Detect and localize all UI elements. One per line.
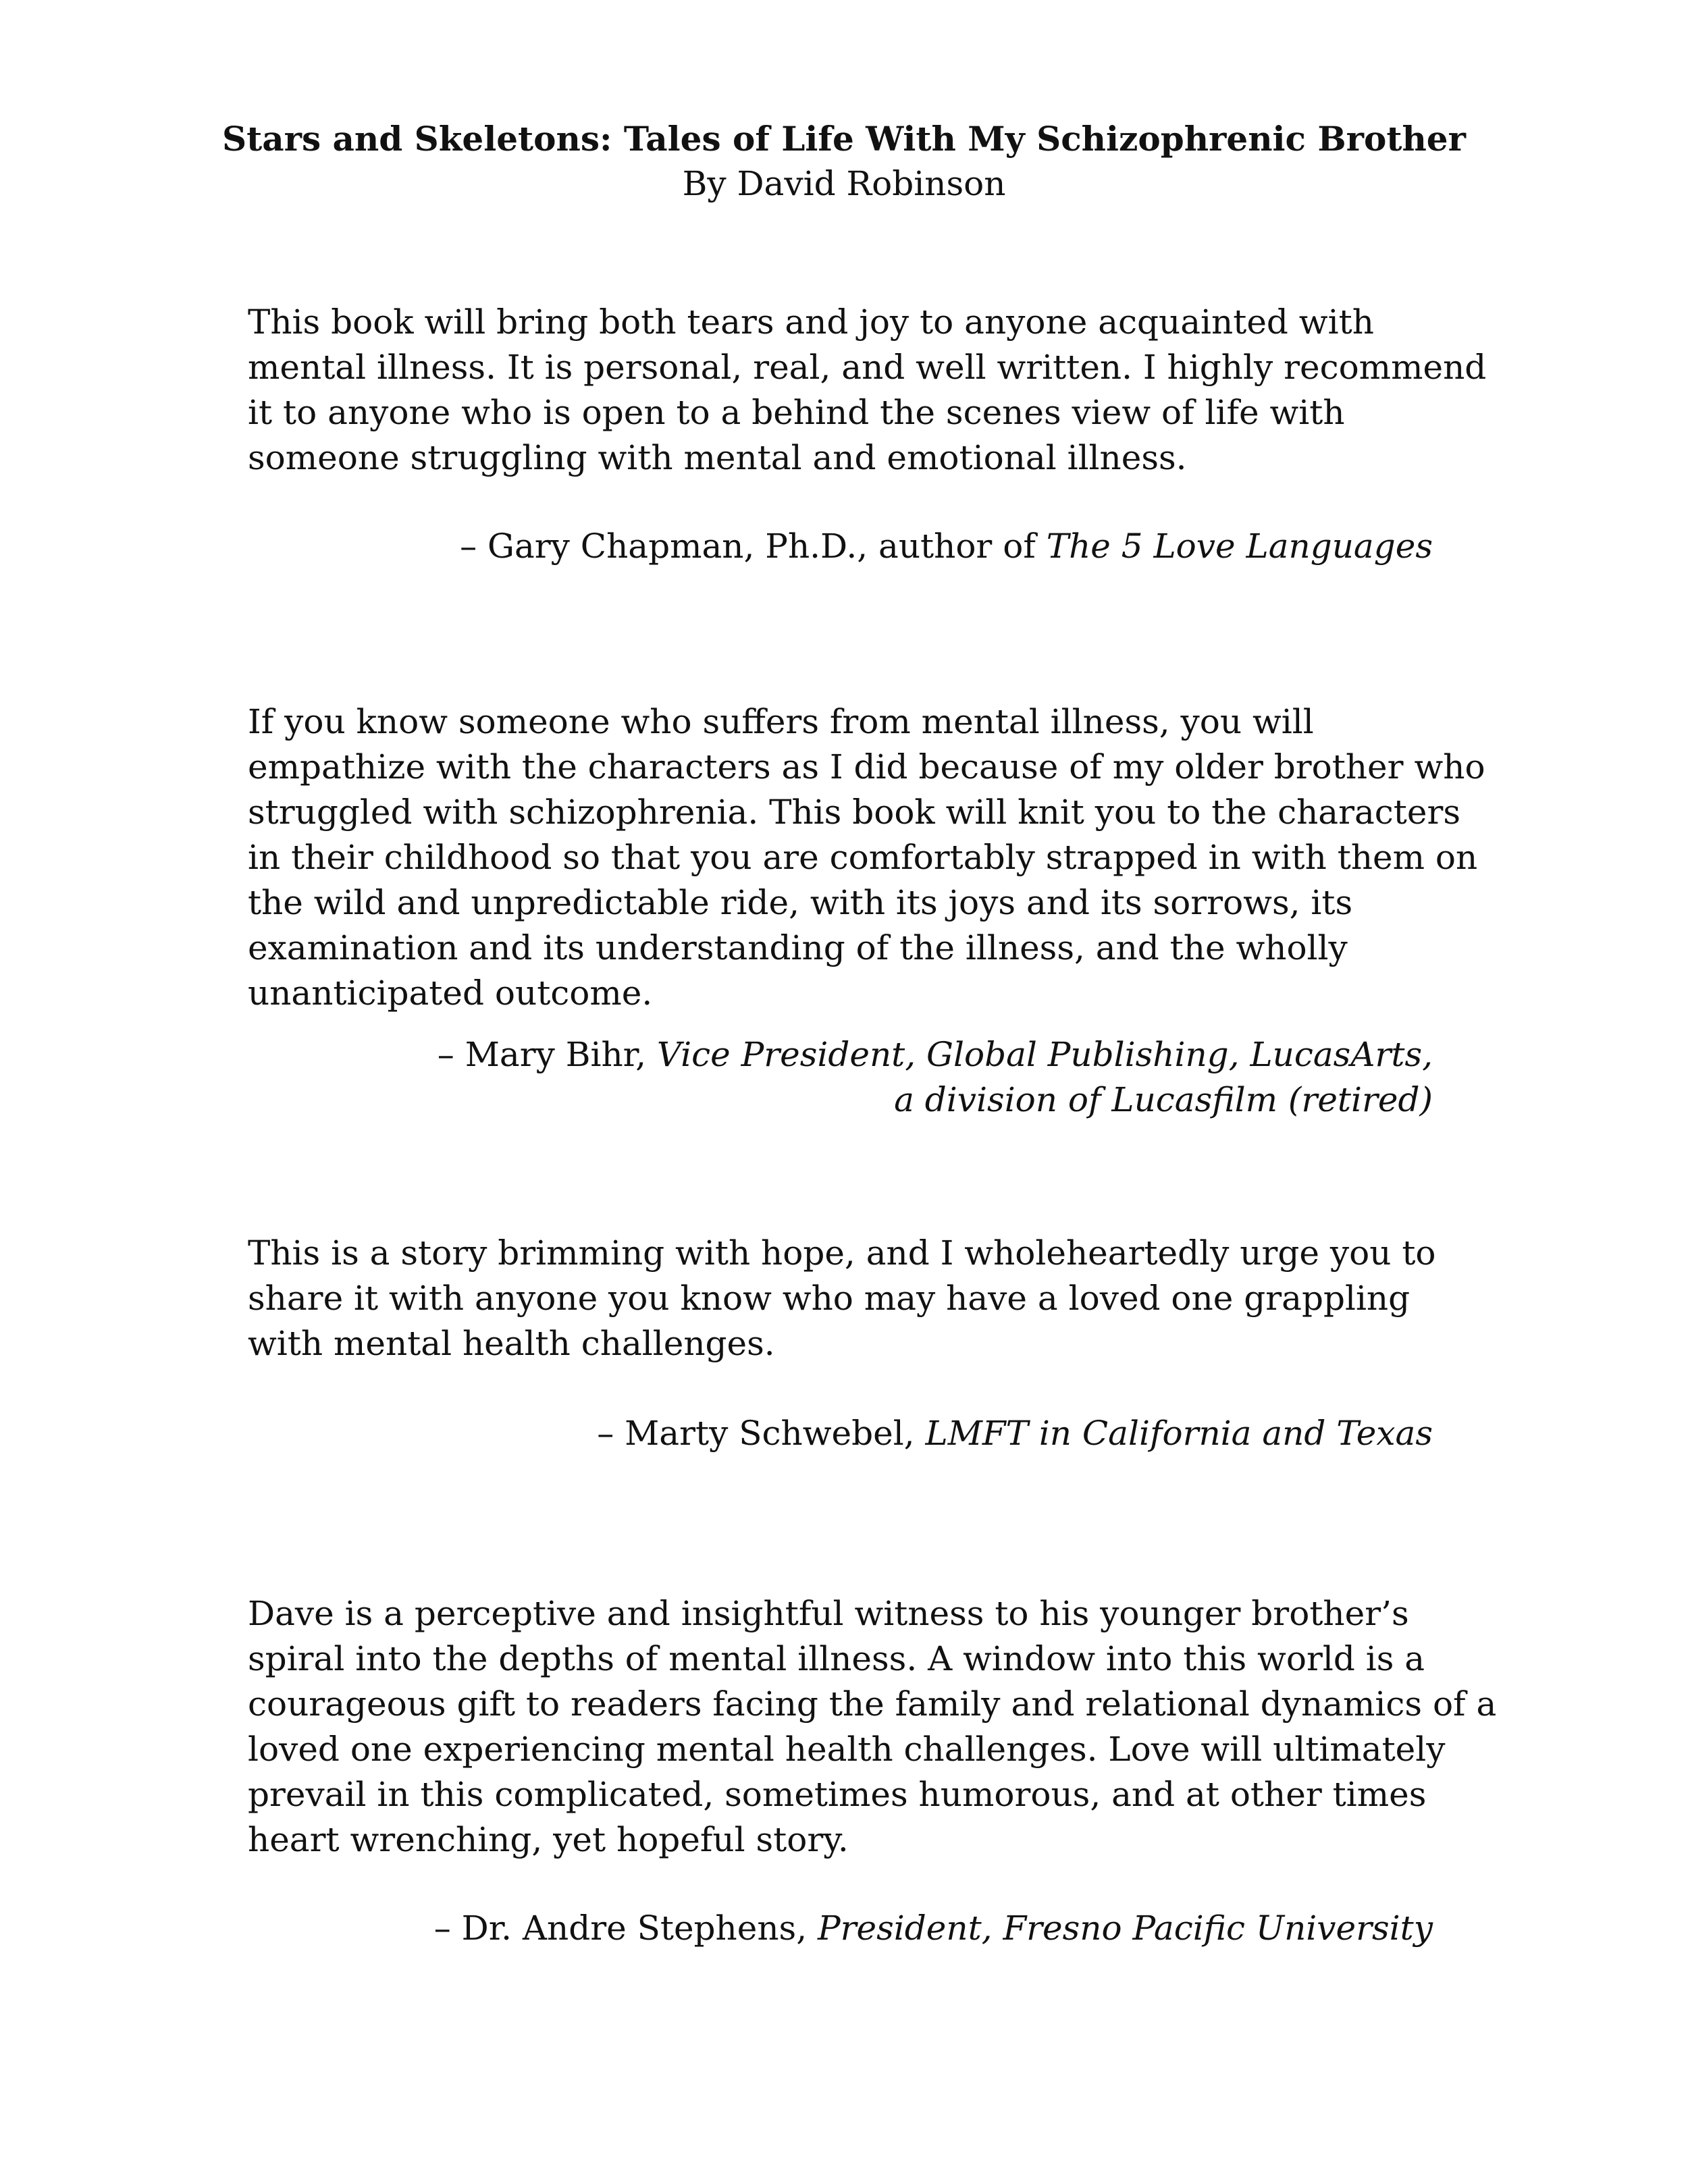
quote-line: examination and its understanding of the illness, and the wholly: [248, 928, 1348, 967]
quote-line: mental illness. It is personal, real, and well written. I highly recommend: [248, 348, 1487, 387]
endorsement-quote: [248, 699, 1485, 1016]
endorsement-quote: [248, 1591, 1497, 1863]
quote-line: If you know someone who suffers from mental illness, you will: [248, 702, 1314, 741]
quote-line: empathize with the characters as I did because of my older brother who: [248, 747, 1485, 787]
quote-line: heart wrenching, yet hopeful story.: [248, 1820, 849, 1859]
quote-line: share it with anyone you know who may have a loved one grappling: [248, 1279, 1410, 1318]
endorsement-attribution: [434, 1906, 1433, 1951]
endorser-name: – Marty Schwebel,: [597, 1414, 926, 1453]
endorser-credential-continued: a division of Lucasfilm (retired): [894, 1080, 1433, 1119]
endorsement-attribution: [597, 1411, 1433, 1456]
quote-line: unanticipated outcome.: [248, 974, 653, 1013]
quote-line: in their childhood so that you are comfortably strapped in with them on: [248, 838, 1478, 877]
book-title: Stars and Skeletons: Tales of Life With My Schizophrenic Brother: [222, 119, 1466, 159]
quote-line: Dave is a perceptive and insightful witness to his younger brother’s: [248, 1594, 1409, 1633]
quote-line: the wild and unpredictable ride, with its joys and its sorrows, its: [248, 883, 1353, 922]
endorser-credential: Vice President, Global Publishing, LucasArts,: [656, 1035, 1433, 1074]
quote-line: courageous gift to readers facing the family and relational dynamics of a: [248, 1684, 1497, 1724]
quote-line: someone struggling with mental and emotional illness.: [248, 438, 1187, 477]
quote-line: This is a story brimming with hope, and I wholeheartedly urge you to: [248, 1233, 1436, 1273]
quote-line: This book will bring both tears and joy to anyone acquainted with: [248, 302, 1374, 342]
endorser-name: – Gary Chapman, Ph.D., author of: [460, 527, 1047, 566]
endorser-credential: The 5 Love Languages: [1046, 527, 1433, 566]
endorsement-attribution: [460, 524, 1433, 569]
quote-line: struggled with schizophrenia. This book will knit you to the characters: [248, 793, 1461, 832]
quote-line: with mental health challenges.: [248, 1324, 775, 1363]
endorsement-quote: [248, 1231, 1436, 1366]
quote-line: spiral into the depths of mental illness. A window into this world is a: [248, 1639, 1425, 1678]
endorsement-quote: [248, 300, 1487, 481]
book-author: By David Robinson: [682, 164, 1006, 203]
quote-line: loved one experiencing mental health challenges. Love will ultimately: [248, 1730, 1446, 1769]
endorser-name: – Dr. Andre Stephens,: [433, 1909, 818, 1948]
quote-line: it to anyone who is open to a behind the scenes view of life with: [248, 393, 1345, 432]
endorser-name: – Mary Bihr,: [437, 1035, 657, 1074]
endorser-credential: LMFT in California and Texas: [925, 1414, 1433, 1453]
endorser-credential: President, Fresno Pacific University: [817, 1909, 1433, 1948]
quote-line: prevail in this complicated, sometimes humorous, and at other times: [248, 1775, 1427, 1814]
endorsement-attribution: [438, 1032, 1433, 1123]
